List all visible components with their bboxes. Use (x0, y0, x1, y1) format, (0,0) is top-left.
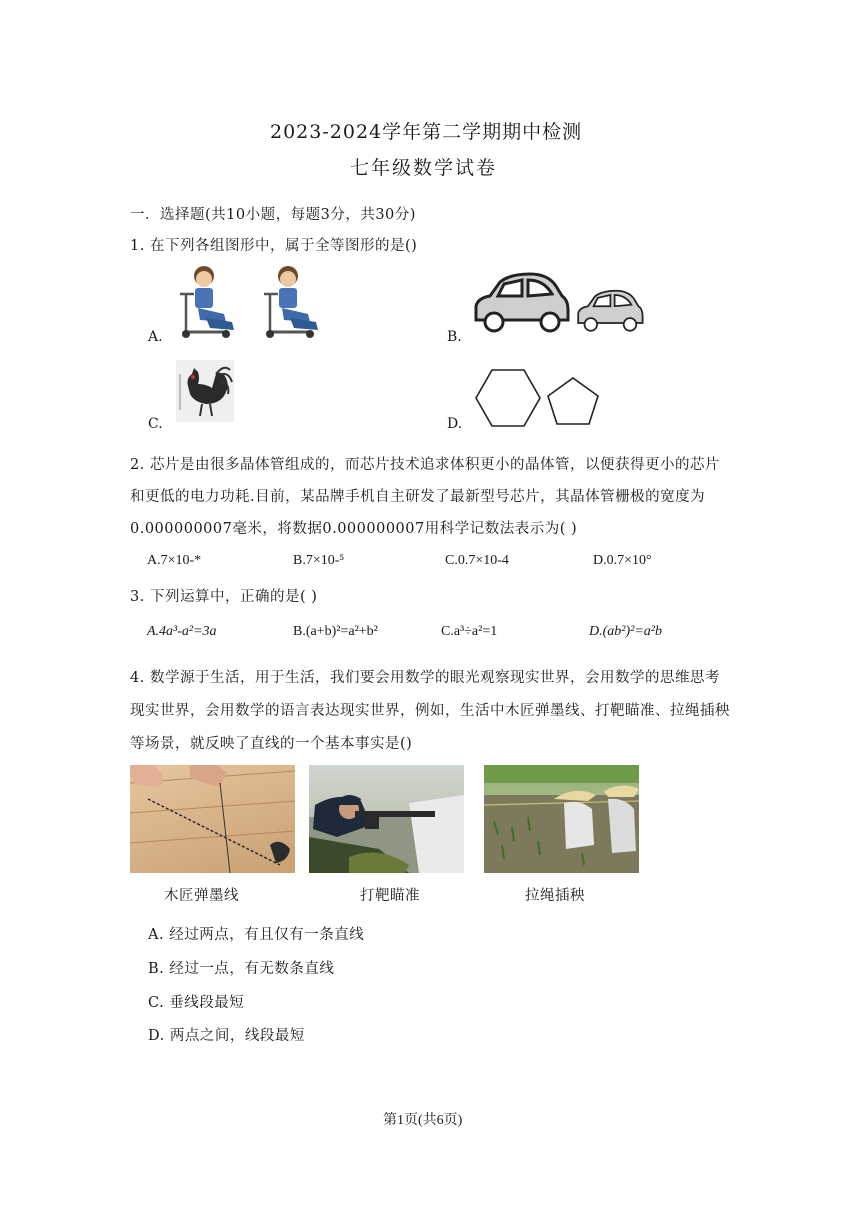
question-3-stem: 3. 下列运算中，正确的是( ) (130, 589, 318, 605)
rooster-figure (176, 360, 234, 422)
q2-option-d: D.0.7×10° (593, 553, 652, 568)
question-2-line-2: 和更低的电力功耗.目前，某品牌手机自主研发了最新型号芯片，其晶体管栅极的宽度为 (130, 489, 706, 505)
q1-option-c-label: C. (148, 416, 163, 432)
q1-option-d-label: D. (447, 416, 463, 432)
q4-option-c: C. 垂线段最短 (148, 995, 245, 1011)
q4-option-d: D. 两点之间，线段最短 (148, 1028, 305, 1044)
scooter-boy-2 (264, 266, 318, 338)
q2-option-c: C.0.7×10-4 (445, 553, 509, 568)
section-heading: 一．选择题(共10小题，每题3分，共30分) (130, 207, 416, 223)
exam-subtitle: 七年级数学试卷 (350, 157, 498, 179)
caption-rice: 拉绳插秧 (525, 888, 585, 904)
rice-transplanting-photo (484, 765, 639, 873)
page-number: 第1页(共6页) (383, 1113, 463, 1128)
q3-option-d: D.(ab²)²=a²b (589, 624, 662, 639)
car-figures (470, 270, 650, 340)
small-car (578, 291, 642, 331)
scooter-boy-1 (180, 266, 234, 338)
hexagon-pentagon-figures (474, 368, 606, 430)
q3-option-b: B.(a+b)²=a²+b² (293, 624, 378, 639)
large-car (476, 274, 568, 331)
pentagon-shape (548, 378, 598, 424)
exam-title: 2023-2024学年第二学期期中检测 (270, 121, 583, 143)
q1-option-a-label: A. (148, 329, 163, 345)
scooter-boy-figures (176, 262, 336, 342)
question-1-stem: 1. 在下列各组图形中，属于全等图形的是() (130, 238, 418, 254)
q1-option-b-label: B. (447, 329, 462, 345)
target-aiming-photo (309, 765, 464, 873)
q2-option-a: A.7×10-* (147, 553, 202, 568)
question-4-line-1: 4. 数学源于生活，用于生活，我们要会用数学的眼光观察现实世界，会用数学的思维思考 (130, 670, 720, 686)
hexagon-shape (476, 370, 540, 426)
question-4-line-3: 等场景，就反映了直线的一个基本事实是() (130, 736, 413, 752)
carpenter-chalk-line-photo (130, 765, 295, 873)
q4-option-a: A. 经过两点，有且仅有一条直线 (148, 927, 365, 943)
question-2-line-3: 0.000000007毫米，将数据0.000000007用科学记数法表示为( ) (130, 521, 578, 537)
caption-aiming: 打靶瞄准 (360, 888, 420, 904)
question-2-line-1: 2. 芯片是由很多晶体管组成的，而芯片技术追求体积更小的晶体管，以便获得更小的芯片 (130, 457, 720, 473)
q3-option-c: C.a³÷a²=1 (441, 624, 498, 639)
q2-option-b: B.7×10-⁵ (293, 553, 345, 568)
q3-option-a: A.4a³-a²=3a (147, 624, 217, 639)
q4-option-b: B. 经过一点，有无数条直线 (148, 961, 335, 977)
question-4-line-2: 现实世界，会用数学的语言表达现实世界，例如，生活中木匠弹墨线、打靶瞄准、拉绳插秧 (130, 703, 730, 719)
caption-carpenter: 木匠弹墨线 (164, 888, 239, 904)
